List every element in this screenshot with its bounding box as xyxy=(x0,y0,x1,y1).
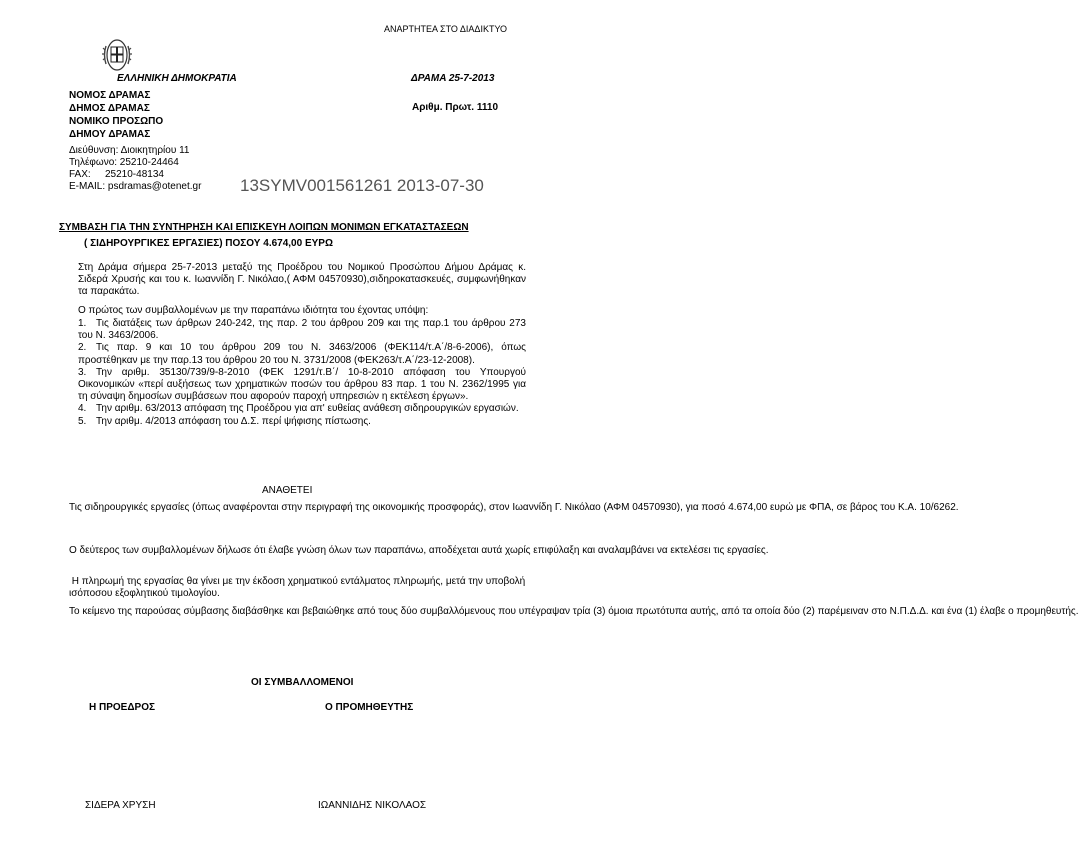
item-text: Την αριθμ. 63/2013 απόφαση της Προέδρου για απ' ευθείας ανάθεση σιδηρουργικών εργασιών. xyxy=(96,403,519,415)
ada-code: 13SYMV001561261 2013-07-30 xyxy=(240,176,484,195)
greek-emblem-icon xyxy=(100,38,134,72)
item-number: 4. xyxy=(78,403,87,415)
intro-paragraph: Στη Δράμα σήμερα 25-7-2013 μεταξύ της Προέδρου του Νομικού Προσώπου Δήμου Δράμας κ. Σιδερά Χρυσής και του κ. Ιωαννίδη Γ. Νικόλαο,( ΑΦΜ 04570930),σιδηροκατασκευές, συμφωνήθηκαν τα παρακάτω. xyxy=(78,262,526,298)
assign-heading: ΑΝΑΘΕΤΕΙ xyxy=(262,485,313,496)
item-text: Τις παρ. 9 και 10 του άρθρου 209 του Ν. 3463/2006 (ΦΕΚ114/τ.Α΄/8-6-2006), όπως προστέθηκαν με την παρ.13 του άρθρου 20 του Ν. 3731/2008 (ΦΕΚ263/τ.Α΄/23-12-2008). xyxy=(78,342,526,366)
fax-value: 25210-48134 xyxy=(105,169,164,180)
supplier-role: Ο ΠΡΟΜΗΘΕΥΤΗΣ xyxy=(325,702,414,713)
body-paragraph: Η πληρωμή της εργασίας θα γίνει με την έκδοση χρηματικού εντάλματος πληρωμής, μετά την υποβολή ισόποσου εξοφλητικού τιμολογίου. xyxy=(69,576,528,600)
item-number: 3. xyxy=(78,366,87,378)
body-paragraph: Ο δεύτερος των συμβαλλομένων δήλωσε ότι έλαβε γνώση όλων των παραπάνω, αποδέχεται αυτά χωρίς επιφύλαξη και αναλαμβάνει να εκτελέσει τις εργασίες. xyxy=(69,545,769,556)
list-item xyxy=(78,416,526,428)
body-paragraph: Το κείμενο της παρούσας σύμβασης διαβάσθηκε και βεβαιώθηκε από τους δύο συμβαλλόμενους που υπέγραψαν τρία (3) όμοια πρωτότυπα αυτής, από τα οποία δύο (2) παρέμειναν στο Ν.Π.Δ.Δ. και ένα (1) έλαβε ο προμηθευτής. xyxy=(69,606,1079,617)
item-number: 5. xyxy=(78,415,87,427)
parties-heading: ΟΙ ΣΥΜΒΑΛΛΟΜΕΝΟΙ xyxy=(251,677,354,688)
item-text: Τις διατάξεις των άρθρων 240-242, της παρ. 2 του άρθρου 209 και της παρ.1 του άρθρου 273 του Ν. 3463/2006. xyxy=(78,318,526,342)
org-line: ΝΟΜΟΣ ΔΡΑΜΑΣ xyxy=(69,90,151,101)
item-number: 2. xyxy=(78,342,87,354)
list-item xyxy=(78,342,526,366)
item-text: Την αριθμ. 4/2013 απόφαση του Δ.Σ. περί ψήφισης πίστωσης. xyxy=(96,415,371,427)
contract-subtitle: ( ΣΙΔΗΡΟΥΡΓΙΚΕΣ ΕΡΓΑΣΙΕΣ) ΠΟΣΟΥ 4.674,00 ΕΥΡΩ xyxy=(84,238,333,249)
phone: Τηλέφωνο: 25210-24464 xyxy=(69,157,179,168)
address: Διεύθυνση: Διοικητηρίου 11 xyxy=(69,145,190,156)
org-line: ΔΗΜΟΥ ΔΡΑΜΑΣ xyxy=(69,129,151,140)
contact-block xyxy=(69,145,201,193)
list-item xyxy=(78,367,526,404)
org-line: ΔΗΜΟΣ ΔΡΑΜΑΣ xyxy=(69,103,150,114)
list-item xyxy=(78,403,526,415)
president-name: ΣΙΔΕΡΑ ΧΡΥΣΗ xyxy=(85,800,156,811)
item-text: Την αριθμ. 35130/739/9-8-2010 (ΦΕΚ 1291/τ.Β΄/ 10-8-2010 απόφαση του Υπουργού Οικονομικών «περί αυξήσεως των χρηματικών ποσών του άρθρου 83 παρ. 1 του Ν. 2362/1995 για τη σύναψη δημοσίων συμβάσεων που αφορούν παροχή υπηρεσιών η εκτέλεση έργων». xyxy=(78,366,526,403)
supplier-name: ΙΩΑΝΝΙΔΗΣ ΝΙΚΟΛΑΟΣ xyxy=(318,800,427,811)
fax-label: FAX: xyxy=(69,169,91,180)
email: E-MAIL: psdramas@otenet.gr xyxy=(69,181,202,192)
list-item xyxy=(78,318,526,342)
contract-title: ΣΥΜΒΑΣΗ ΓΙΑ ΤΗΝ ΣΥΝΤΗΡΗΣΗ ΚΑΙ ΕΠΙΣΚΕΥΗ ΛΟΙΠΩΝ ΜΟΝΙΜΩΝ ΕΓΚΑΤΑΣΤΑΣΕΩΝ xyxy=(59,222,469,233)
president-role: Η ΠΡΟΕΔΡΟΣ xyxy=(89,702,155,713)
organization-block xyxy=(69,89,163,141)
body-paragraph: Τις σιδηρουργικές εργασίες (όπως αναφέρονται στην περιγραφή της οικονομικής προσφοράς), στον Ιωαννίδη Γ. Νικόλαο (ΑΦΜ 04570930), για ποσό 4.674,00 ευρώ με ΦΠΑ, σε βάρος του Κ.Α. 10/6262. xyxy=(69,502,959,513)
protocol-number: Αριθμ. Πρωτ. 1110 xyxy=(412,102,499,113)
intro-considering: Ο πρώτος των συμβαλλομένων με την παραπάνω ιδιότητα του έχοντας υπόψη: xyxy=(78,305,429,316)
considerations-list xyxy=(78,318,526,428)
fax xyxy=(69,169,201,181)
item-number: 1. xyxy=(78,318,87,329)
place-date: ΔΡΑΜΑ 25-7-2013 xyxy=(411,73,495,84)
republic-label: ΕΛΛΗΝΙΚΗ ΔΗΜΟΚΡΑΤΙΑ xyxy=(117,73,237,84)
posting-note: ΑΝΑΡΤΗΤΕΑ ΣΤΟ ΔΙΑΔΙΚΤΥΟ xyxy=(384,24,507,34)
org-line: ΝΟΜΙΚΟ ΠΡΟΣΩΠΟ xyxy=(69,116,164,127)
